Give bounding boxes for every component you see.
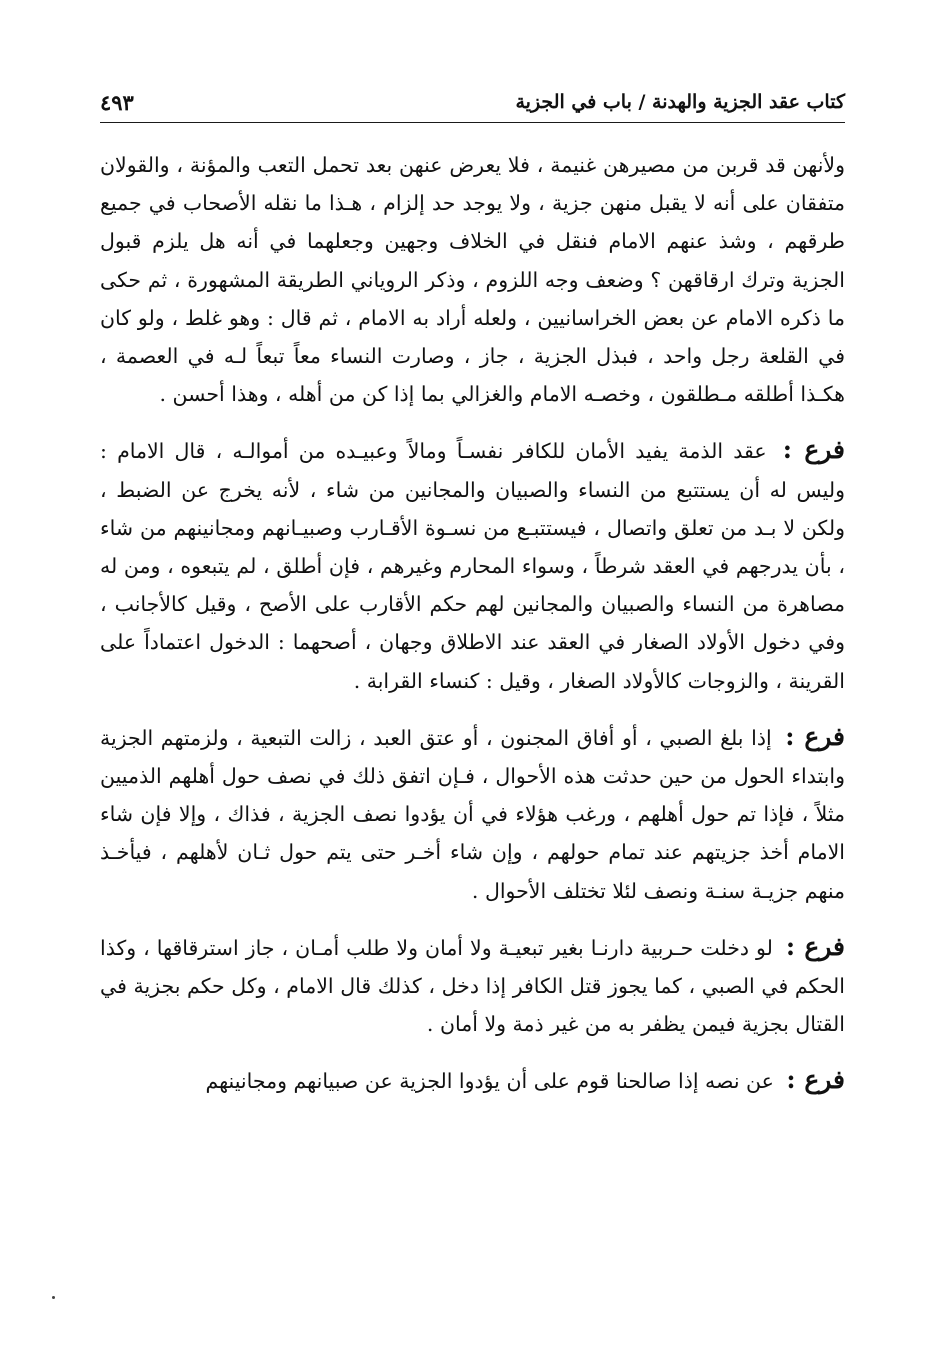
paragraph-text: عقد الذمة يفيد الأمان للكافر نفسـاً ومالاً وعبيـده من أموالـه ، قال الامام : وليس له أن يستتبع من النساء والصبيان والمجانين من شاء ، لأنه يخرج عن الضبط ، ولكن لا بـد من تعلق واتصال ، فيستتبـع من نسـوة الأقـارب وصبيـانهم ومجانينهم من شاء ، بأن يدرجهم في العقد شرطاً ، وسواء المحارم وغيرهم ، فإن أطلق ، لم يتبعوه ، ومن له مصاهرة من النساء والصبيان والمجانين لهم حكم الأقارب على الأصح ، وقيل كالأجانب ، وفي دخول الأولاد الصغار في العقد عند الاطلاق وجهان ، أصحهما : الدخول اعتماداً على القرينة ، والزوجات كالأولاد الصغار ، وقيل : كنساء القرابة . [100,439,845,693]
paragraph-far-2 [100,718,845,910]
paragraph-text: عن نصه إذا صالحنا قوم على أن يؤدوا الجزية عن صبيانهم ومجانينهم [205,1069,774,1094]
running-header [100,82,845,123]
running-title: كتاب عقد الجزية والهدنة / باب في الجزية [515,91,845,113]
scan-speck [52,1296,55,1299]
body-text [100,146,845,1101]
section-lead: فرع : [786,1065,845,1095]
paragraph-text: لو دخلت حـربية دارنـا بغير تبعيـة ولا أمان ولا طلب أمـان ، جاز استرقاقها ، وكذا الحكم في الصبي ، كما يجوز قتل الكافر إذا دخل ، كذلك قال الامام ، وكل حكم بجزية في القتال بجزية فيمن يظفر به من غير ذمة ولا أمان . [100,935,845,1037]
section-lead: فرع : [785,721,846,751]
paragraph-far-4 [100,1061,845,1100]
paragraph-intro [100,146,845,413]
section-lead: فرع : [782,435,845,465]
paragraph-text: إذا بلغ الصبي ، أو أفاق المجنون ، أو عتق العبد ، زالت التبعية ، ولزمتهم الجزية وابتداء الحول من حين حدثت هذه الأحوال ، فـإن اتفق ذلك في نصف حول أهلهم الذميين مثلاً ، فإذا تم حول أهلهم ، ورغب هؤلاء في أن يؤدوا نصف الجزية ، فذاك ، وإلا فإن شاء الامام أخذ جزيتهم عند تمام حولهم ، وإن شاء أخـر حتى يتم حول ثـان لأهلهم ، فيأخـذ منهم جزيـة سنـة ونصف لئلا تختلف الأحوال . [100,725,845,903]
paragraph-text: ولأنهن قد قربن من مصيرهن غنيمة ، فلا يعرض عنهن بعد تحمل التعب والمؤنة ، والقولان متفقان على أنه لا يقبل منهن جزية ، ولا يوجد حد إلزام ، هـذا ما نقله الأصحاب في جميع طرقهم ، وشذ عنهم الامام فنقل في الخلاف وجهين وجعلهما في أنه هل يلزم قبول الجزية وترك ارقاقهن ؟ وضعف وجه اللزوم ، وذكر الروياني الطريقة المشهورة ، ثم حكى ما ذكره الامام عن بعض الخراسانيين ، ولعله أراد به الامام ، ثم قال : وهو غلط ، ولو كان في القلعة رجل واحد ، فبذل الجزية ، جاز ، وصارت النساء معاً تبعاً لـه في العصمة ، هكـذا أطلقه مـطلقون ، وخصـه الامام والغزالي بما إذا كن من أهله ، وهذا أحسن . [100,153,845,407]
paragraph-far-1 [100,431,845,699]
paragraph-far-3 [100,928,845,1044]
page-number: ٤٩٣ [100,89,134,115]
section-lead: فرع : [785,931,846,961]
